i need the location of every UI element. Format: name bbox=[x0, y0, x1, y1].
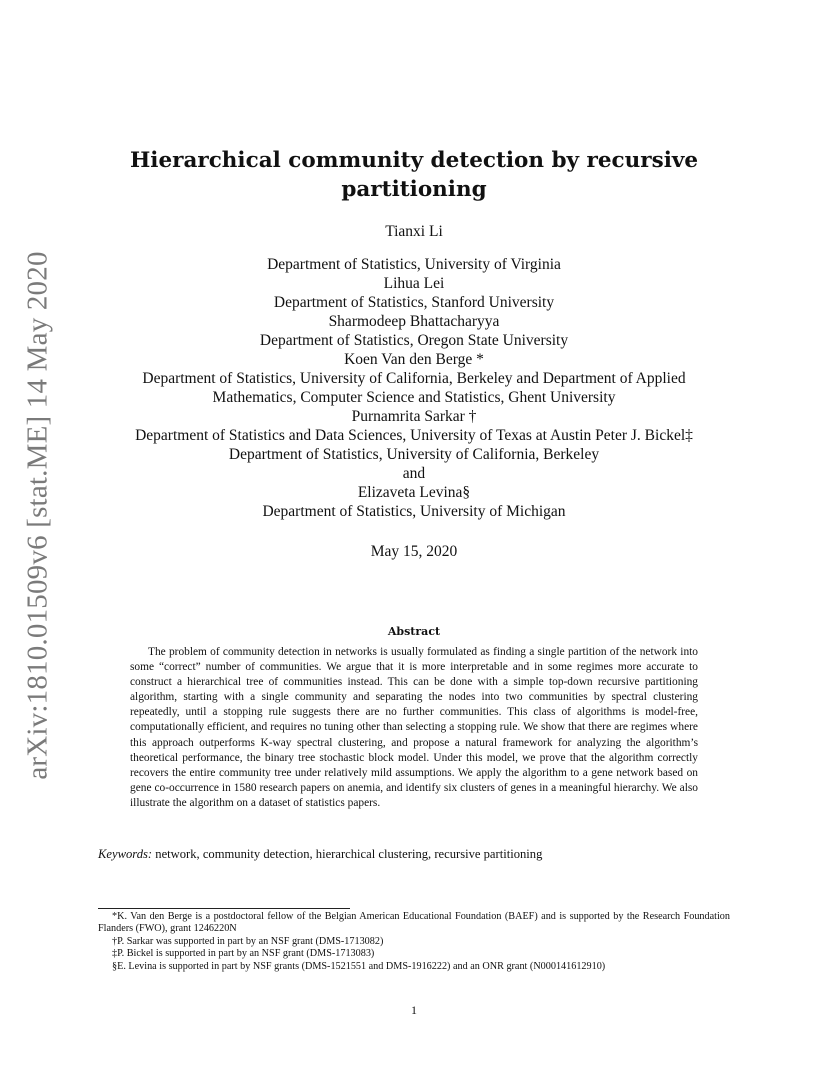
author-line: Sharmodeep Bhattacharyya bbox=[328, 313, 500, 330]
author-line: Koen Van den Berge * bbox=[344, 351, 484, 368]
arxiv-stamp bbox=[18, 250, 58, 780]
affiliation-line: Mathematics, Computer Science and Statistics, Ghent University bbox=[212, 389, 616, 406]
footnote: *K. Van den Berge is a postdoctoral fellow of the Belgian American Educational Foundation (BAEF) and is supported by the Research Foundation Flanders (FWO), grant 1246220N bbox=[98, 911, 730, 935]
page-number: 1 bbox=[411, 1003, 417, 1017]
affiliation-line: Department of Statistics, University of California, Berkeley and Department of Applied bbox=[142, 370, 686, 387]
abstract-text: The problem of community detection in networks is usually formulated as finding a single partition of the network into some “correct” number of communities. We argue that it is more interpretable and in some regimes more accurate to construct a hierarchical tree of communities instead. This can be done with a simple top-down recursive partitioning algorithm, starting with a single community and separating the nodes into two communities by spectral clustering repeatedly, until a stopping rule suggests there are no further communities. This class of algorithms is model-free, computationally efficient, and requires no tuning other than selecting a stopping rule. We show that there are regimes where this approach outperforms K-way spectral clustering, and propose a natural framework for analyzing the algorithm’s theoretical performance, the binary tree stochastic block model. Under this model, we prove that the algorithm correctly recovers the entire community tree under relatively mild assumptions. We apply the algorithm to a gene network based on gene co-occurrence in 1580 research papers on anemia, and identify six clusters of genes in a meaningful hierarchy. We also illustrate the algorithm on a dataset of statistics papers. bbox=[130, 646, 698, 809]
affiliation-line: Department of Statistics, University of California, Berkeley bbox=[228, 446, 600, 463]
affiliation-line: Department of Statistics, University of Michigan bbox=[262, 503, 566, 520]
keywords-line bbox=[98, 847, 738, 862]
author-line: Elizaveta Levina§ bbox=[357, 484, 471, 501]
affiliation-line: Department of Statistics, Stanford University bbox=[273, 294, 555, 311]
conjunction-line: and bbox=[402, 465, 426, 482]
paper-title: Hierarchical community detection by recursive partitioning bbox=[129, 148, 699, 202]
keywords-text: network, community detection, hierarchical clustering, recursive partitioning bbox=[155, 847, 543, 861]
footnote: §E. Levina is supported in part by NSF grants (DMS-1521551 and DMS-1916222) and an ONR grant (N000141612910) bbox=[112, 960, 606, 972]
affiliation-line: Department of Statistics and Data Sciences, University of Texas at Austin Peter J. Bickel‡ bbox=[135, 427, 693, 444]
affiliation-line: Department of Statistics, University of Virginia bbox=[267, 256, 561, 273]
abstract-heading: Abstract bbox=[387, 625, 441, 638]
author-line: Tianxi Li bbox=[385, 223, 443, 240]
arxiv-stamp-text: arXiv:1810.01509v6 [stat.ME] 14 May 2020 bbox=[21, 250, 54, 780]
affiliation-line: Department of Statistics, Oregon State University bbox=[259, 332, 569, 349]
author-line: Purnamrita Sarkar † bbox=[351, 408, 477, 425]
footnote-divider bbox=[98, 908, 350, 909]
author-line: Lihua Lei bbox=[383, 275, 445, 292]
author-block bbox=[60, 222, 768, 561]
footnotes bbox=[98, 911, 730, 973]
footnote: †P. Sarkar was supported in part by an NSF grant (DMS-1713082) bbox=[112, 935, 384, 947]
paper-date: May 15, 2020 bbox=[370, 543, 458, 560]
footnote: ‡P. Bickel is supported in part by an NSF grant (DMS-1713083) bbox=[112, 948, 375, 960]
keywords-label: Keywords: bbox=[98, 847, 153, 861]
